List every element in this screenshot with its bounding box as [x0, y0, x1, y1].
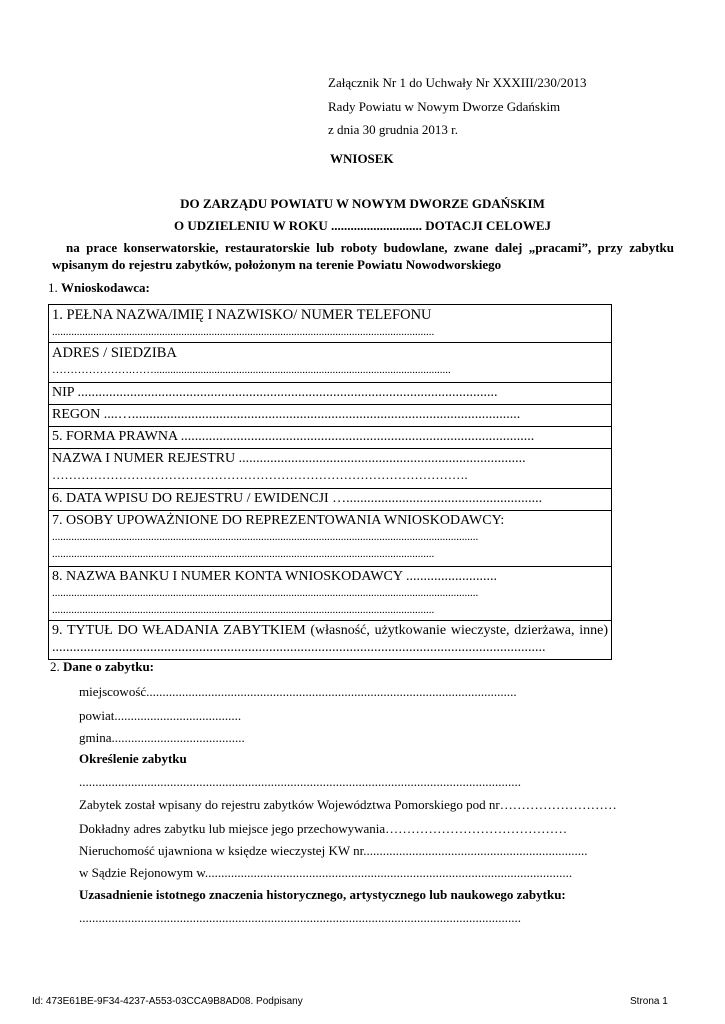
document-title: WNIOSEK	[330, 151, 394, 166]
regon-field: REGON ....…...............................................................................................................	[52, 407, 521, 422]
section-1-number: 1.	[48, 280, 58, 295]
registry-entry-field[interactable]: Zabytek został wpisany do rejestru zabytków Województwa Pomorskiego pod nr………………………	[79, 797, 617, 812]
monument-address-field[interactable]: Dokładny adres zabytku lub miejsce jego przechowywania……………………………………	[79, 821, 568, 836]
legal-form-field: 5. FORMA PRAWNA .....................................................................................................	[52, 429, 535, 444]
bank-account-label: 8. NAZWA BANKU I NUMER KONTA WNIOSKODAWCY ..........................	[52, 569, 497, 584]
table-row-authorized-persons[interactable]	[49, 511, 611, 567]
locality-field[interactable]: miejscowość..................................................................................................................	[79, 684, 517, 699]
full-name-dots: ...........................................................................................................................................	[52, 326, 435, 338]
justification-label: Uzasadnienie istotnego znaczenia historycznego, artystycznego lub naukowego zabytku:	[79, 887, 566, 902]
full-name-label: 1. PEŁNA NAZWA/IMIĘ I NAZWISKO/ NUMER TELEFONU	[52, 307, 432, 323]
registry-label: NAZWA I NUMER REJESTRU ..................................................................................	[52, 451, 526, 466]
registry-dots: ……………………………………………………………………………………….	[52, 468, 468, 482]
nip-field: NIP ........................................................................................................................	[52, 385, 498, 400]
document-subtitle-2: O UDZIELENIU W ROKU ............................ DOTACJI CELOWEJ	[173, 218, 552, 233]
district-court-field[interactable]: w Sądzie Rejonowym w.................................................................................................................	[79, 865, 573, 880]
resolution-reference: Załącznik Nr 1 do Uchwały Nr XXXIII/230/2013	[328, 75, 587, 90]
table-row-ownership-title[interactable]	[49, 621, 611, 659]
table-row-bank-account[interactable]	[49, 567, 611, 621]
land-register-field[interactable]: Nieruchomość ujawniona w księdze wieczystej KW nr.....................................................................	[79, 843, 588, 858]
intro-paragraph: na prace konserwatorskie, restauratorskie lub roboty budowlane, zwane dalej „pracami”, przy zabytku wpisanym do rejestru zabytków, położonym na terenie Powiatu Nowodworskiego	[52, 240, 674, 272]
table-row-legal-form[interactable]	[49, 427, 611, 449]
commune-field[interactable]: gmina.........................................	[79, 730, 245, 745]
council-name: Rady Powiatu w Nowym Dworze Gdańskim	[328, 99, 561, 114]
section-2-label: Dane o zabytku:	[63, 659, 155, 674]
table-row-address[interactable]	[49, 343, 611, 383]
section-1-heading	[48, 280, 150, 296]
table-row-regon[interactable]	[49, 405, 611, 427]
table-row-registry[interactable]	[49, 449, 611, 489]
registration-date-field: 6. DATA WPISU DO REJESTRU / EWIDENCJI …........................................................	[52, 491, 543, 506]
section-2-number: 2.	[50, 659, 60, 674]
table-row-full-name[interactable]	[49, 305, 611, 343]
ownership-title-field: 9. TYTUŁ DO WŁADANIA ZABYTKIEM (własność, użytkowanie wieczyste, dzierżawa, inne) .............................................................................................................................................	[52, 623, 608, 655]
table-row-nip[interactable]	[49, 383, 611, 405]
document-id: Id: 473E61BE-9F34-4237-A553-03CCA9B8AD08. Podpisany	[32, 996, 303, 1007]
resolution-date: z dnia 30 grudnia 2013 r.	[328, 122, 458, 137]
address-dots: ………………….……............................................................................................................	[52, 364, 451, 376]
section-1-label: Wnioskodawca:	[61, 280, 150, 295]
bank-account-dots-1: ...........................................................................................................................................................	[52, 587, 479, 599]
table-row-registration-date[interactable]	[49, 489, 611, 511]
justification-dots[interactable]: ........................................................................................................................................	[79, 910, 521, 925]
monument-description-label: Określenie zabytku	[79, 751, 187, 766]
bank-account-dots-2: ...........................................................................................................................................	[52, 604, 435, 616]
authorized-persons-label: 7. OSOBY UPOWAŻNIONE DO REPREZENTOWANIA WNIOSKODAWCY:	[52, 513, 505, 528]
authorized-persons-dots-2: ...........................................................................................................................................	[52, 548, 435, 560]
applicant-table	[48, 304, 612, 660]
monument-description-dots[interactable]: ........................................................................................................................................	[79, 774, 521, 789]
authorized-persons-dots-1: ...........................................................................................................................................................	[52, 531, 479, 543]
address-label: ADRES / SIEDZIBA	[52, 345, 177, 361]
county-field[interactable]: powiat.......................................	[79, 708, 242, 723]
section-2-heading	[50, 659, 154, 675]
document-subtitle-1: DO ZARZĄDU POWIATU W NOWYM DWORZE GDAŃSKIM	[180, 196, 545, 211]
page-number: Strona 1	[630, 996, 668, 1007]
